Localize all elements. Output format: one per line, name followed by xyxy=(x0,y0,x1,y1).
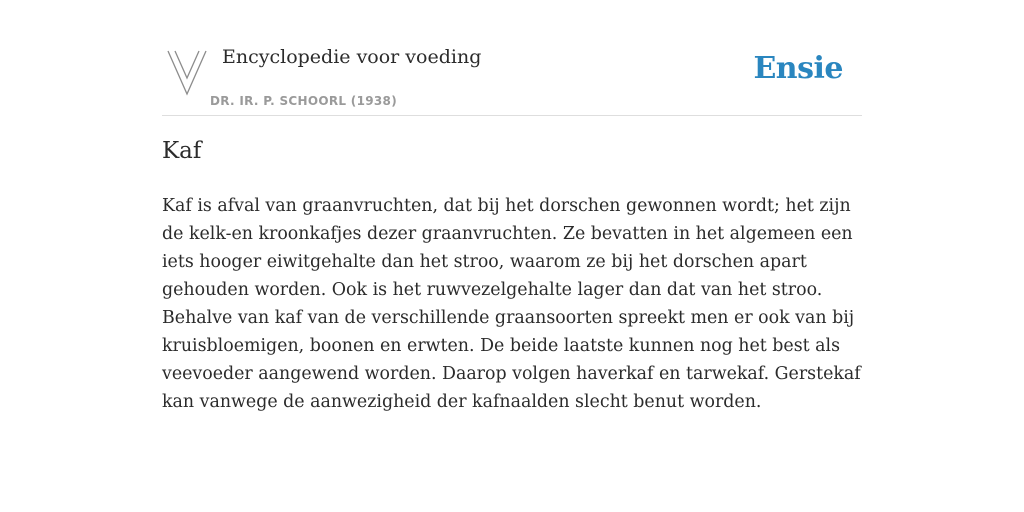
ensie-brand-link[interactable]: Ensie xyxy=(753,51,843,86)
book-header xyxy=(162,40,862,116)
v-logo-icon[interactable] xyxy=(166,49,208,97)
article-title: Kaf xyxy=(162,138,202,164)
book-author: DR. IR. P. SCHOORL (1938) xyxy=(210,94,397,108)
book-title-link[interactable]: Encyclopedie voor voeding xyxy=(222,46,482,68)
article-body: Kaf is afval van graanvruchten, dat bij het dorschen gewonnen wordt; het zijn de kelk-en kroonkafjes dezer graanvruchten. Ze bevatten in het algemeen een iets hooger eiwitgehalte dan het stroo, waarom ze bij het dorschen apart gehouden worden. Ook is het ruwvezelgehalte lager dan dat van het stroo. Behalve van kaf van de verschillende graansoorten spreekt men er ook van bij kruisbloemigen, boonen en erwten. De beide laatste kunnen nog het best als veevoeder aangewend worden. Daarop volgen haverkaf en tarwekaf. Gerstekaf kan vanwege de aanwezigheid der kafnaalden slecht benut worden. xyxy=(162,196,861,412)
